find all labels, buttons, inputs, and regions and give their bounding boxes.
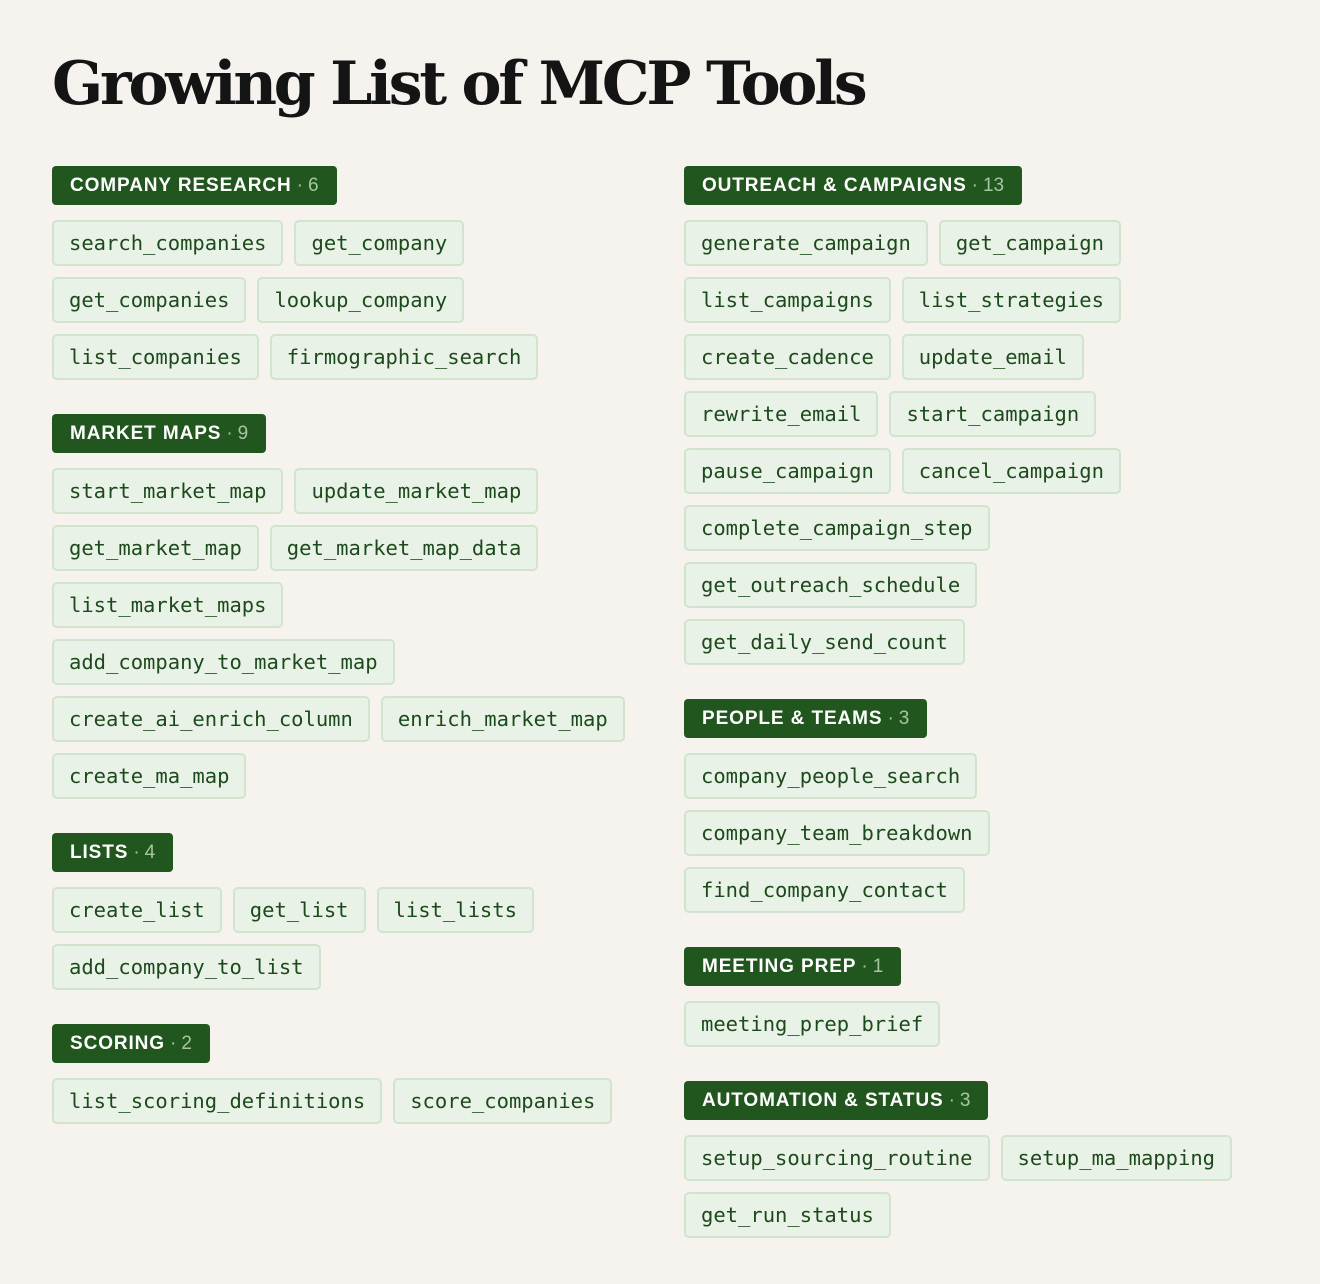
tool-row (52, 525, 652, 571)
tool-chip[interactable]: enrich_market_map (381, 696, 625, 742)
category-separator: · (169, 1032, 177, 1054)
category-separator: · (296, 174, 303, 196)
tool-chip[interactable]: list_strategies (902, 277, 1121, 323)
tool-row (684, 391, 1284, 437)
tool-row (684, 1192, 1284, 1238)
tool-row (684, 277, 1284, 323)
category-label: AUTOMATION & STATUS (702, 1089, 944, 1111)
tool-list (52, 887, 652, 990)
section-market-maps (52, 414, 652, 799)
category-badge (684, 1081, 988, 1120)
tool-chip[interactable]: start_market_map (52, 468, 283, 514)
category-separator: · (861, 955, 868, 977)
tool-chip[interactable]: create_ai_enrich_column (52, 696, 370, 742)
tool-row (684, 505, 1284, 551)
tool-list (52, 468, 652, 799)
section-automation-status (684, 1081, 1284, 1238)
tool-chip[interactable]: create_list (52, 887, 222, 933)
category-badge (52, 833, 173, 872)
tool-chip[interactable]: score_companies (393, 1078, 612, 1124)
section-people-teams (684, 699, 1284, 913)
category-separator: · (226, 422, 233, 444)
tool-row (52, 1078, 652, 1124)
tool-chip[interactable]: setup_sourcing_routine (684, 1135, 990, 1181)
tool-chip[interactable]: list_companies (52, 334, 259, 380)
tool-row (52, 887, 652, 933)
section-lists (52, 833, 652, 990)
category-count: 6 (308, 174, 319, 196)
category-label: SCORING (70, 1032, 165, 1054)
tool-chip[interactable]: get_run_status (684, 1192, 891, 1238)
category-separator: · (948, 1089, 955, 1111)
tool-chip[interactable]: company_team_breakdown (684, 810, 990, 856)
category-badge (684, 699, 927, 738)
category-label: MARKET MAPS (70, 422, 222, 444)
tool-row (52, 696, 652, 742)
section-company-research (52, 166, 652, 380)
tool-row (52, 582, 652, 628)
tool-row (52, 639, 652, 685)
category-badge (684, 947, 901, 986)
tool-chip[interactable]: list_scoring_definitions (52, 1078, 382, 1124)
tool-chip[interactable]: start_campaign (889, 391, 1096, 437)
tool-list (684, 1001, 1284, 1047)
tool-row (52, 277, 652, 323)
category-count: 13 (982, 174, 1005, 196)
tool-row (52, 944, 652, 990)
category-badge (52, 1024, 210, 1063)
tool-chip[interactable]: list_campaigns (684, 277, 891, 323)
tool-row (684, 1001, 1284, 1047)
tool-chip[interactable]: list_market_maps (52, 582, 283, 628)
tool-chip[interactable]: setup_ma_mapping (1001, 1135, 1232, 1181)
category-count: 2 (181, 1032, 192, 1054)
tool-row (52, 220, 652, 266)
tool-chip[interactable]: meeting_prep_brief (684, 1001, 940, 1047)
tool-chip[interactable]: get_company (294, 220, 464, 266)
section-outreach-campaigns (684, 166, 1284, 665)
tool-row (684, 810, 1284, 856)
tool-list (684, 753, 1284, 913)
tool-row (684, 619, 1284, 665)
tool-chip[interactable]: add_company_to_list (52, 944, 321, 990)
tool-chip[interactable]: update_market_map (294, 468, 538, 514)
tool-row (684, 753, 1284, 799)
tool-chip[interactable]: firmographic_search (270, 334, 539, 380)
tool-chip[interactable]: get_list (233, 887, 366, 933)
category-badge (52, 166, 337, 205)
tool-chip[interactable]: get_market_map (52, 525, 259, 571)
category-separator: · (133, 841, 140, 863)
tool-row (684, 334, 1284, 380)
tool-chip[interactable]: update_email (902, 334, 1084, 380)
tool-list (684, 220, 1284, 665)
tool-chip[interactable]: cancel_campaign (902, 448, 1121, 494)
category-label: MEETING PREP (702, 955, 857, 977)
tool-row (684, 1135, 1284, 1181)
tool-row (52, 753, 652, 799)
tool-chip[interactable]: list_lists (377, 887, 534, 933)
tool-row (684, 562, 1284, 608)
category-label: OUTREACH & CAMPAIGNS (702, 174, 967, 196)
category-count: 1 (872, 955, 884, 977)
category-label: COMPANY RESEARCH (70, 174, 292, 196)
tool-row (684, 867, 1284, 913)
tool-chip[interactable]: create_cadence (684, 334, 891, 380)
tool-chip[interactable]: generate_campaign (684, 220, 928, 266)
category-separator: · (887, 707, 894, 729)
tool-chip[interactable]: create_ma_map (52, 753, 246, 799)
section-meeting-prep (684, 947, 1284, 1047)
tool-chip[interactable]: company_people_search (684, 753, 977, 799)
tool-chip[interactable]: lookup_company (257, 277, 464, 323)
category-badge (684, 166, 1022, 205)
tool-chip[interactable]: complete_campaign_step (684, 505, 990, 551)
tool-chip[interactable]: get_outreach_schedule (684, 562, 977, 608)
tool-chip[interactable]: rewrite_email (684, 391, 878, 437)
right-column (684, 166, 1284, 1272)
tool-row (684, 448, 1284, 494)
category-label: PEOPLE & TEAMS (702, 707, 883, 729)
tool-chip[interactable]: pause_campaign (684, 448, 891, 494)
tool-list (684, 1135, 1284, 1238)
category-label: LISTS (70, 841, 129, 863)
tool-chip[interactable]: find_company_contact (684, 867, 965, 913)
category-count: 9 (237, 422, 249, 444)
tool-chip[interactable]: get_daily_send_count (684, 619, 965, 665)
tool-chip[interactable]: get_campaign (939, 220, 1121, 266)
tool-list (52, 1078, 652, 1124)
category-separator: · (971, 174, 978, 196)
section-scoring (52, 1024, 652, 1124)
tool-chip[interactable]: get_companies (52, 277, 246, 323)
tool-chip[interactable]: add_company_to_market_map (52, 639, 395, 685)
tool-chip[interactable]: search_companies (52, 220, 283, 266)
category-count: 3 (959, 1089, 971, 1111)
page-title: Growing List of MCP Tools (52, 49, 865, 119)
category-count: 4 (144, 841, 156, 863)
tool-row (684, 220, 1284, 266)
tool-chip[interactable]: get_market_map_data (270, 525, 539, 571)
tool-list (52, 220, 652, 380)
category-badge (52, 414, 266, 453)
category-count: 3 (898, 707, 910, 729)
tool-row (52, 468, 652, 514)
tool-row (52, 334, 652, 380)
left-column (52, 166, 652, 1158)
